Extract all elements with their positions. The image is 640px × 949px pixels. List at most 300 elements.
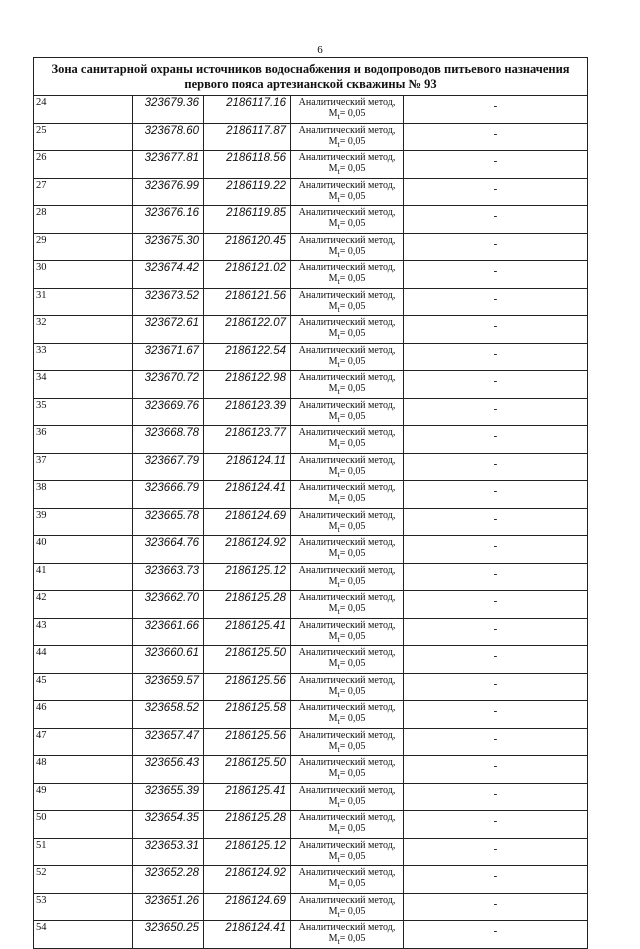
point-number: 37	[34, 453, 133, 481]
method-accuracy	[291, 521, 403, 535]
method-m-symbol: M	[328, 218, 338, 229]
table-row	[34, 893, 588, 921]
method-m-symbol: M	[328, 135, 338, 147]
method-m-value: = 0,05	[339, 768, 366, 779]
coordinate-x: 323659.57	[133, 673, 204, 701]
table-row	[34, 673, 588, 701]
determination-method	[291, 123, 404, 151]
method-m-symbol: M	[328, 273, 338, 284]
determination-method	[291, 673, 404, 701]
method-m-value: = 0,05	[339, 905, 366, 917]
determination-method	[291, 646, 404, 674]
point-number: 45	[34, 673, 133, 701]
coordinate-y: 2186125.50	[204, 646, 291, 674]
method-label: Аналитический метод,	[298, 317, 396, 328]
method-label: Аналитический метод,	[298, 729, 396, 741]
method-label: Аналитический метод,	[298, 482, 396, 493]
method-label: Аналитический метод,	[298, 262, 396, 273]
coordinate-x: 323667.79	[133, 453, 204, 481]
table-row	[34, 96, 588, 124]
error-cell: -	[404, 206, 588, 234]
page-number: 6	[317, 44, 323, 56]
coordinate-y: 2186119.22	[204, 178, 291, 206]
coordinates-sheet	[33, 57, 587, 949]
method-m-symbol: M	[328, 685, 338, 697]
method-accuracy	[291, 906, 403, 920]
determination-method	[291, 151, 404, 179]
coordinate-y: 2186125.50	[204, 756, 291, 784]
table-title	[34, 58, 588, 96]
method-accuracy	[291, 246, 403, 260]
coordinate-x: 323671.67	[133, 343, 204, 371]
method-m-subscript: t	[337, 717, 340, 726]
method-m-symbol: M	[328, 355, 338, 367]
coordinate-x: 323657.47	[133, 728, 204, 756]
method-label: Аналитический метод,	[298, 702, 396, 713]
determination-method	[291, 536, 404, 564]
method-accuracy	[291, 768, 403, 782]
table-row	[34, 206, 588, 234]
method-label: Аналитический метод,	[298, 427, 396, 438]
determination-method	[291, 426, 404, 454]
determination-method	[291, 618, 404, 646]
table-row	[34, 151, 588, 179]
method-m-subscript: t	[337, 579, 340, 589]
method-accuracy	[291, 411, 403, 425]
determination-method	[291, 563, 404, 591]
method-m-subscript: t	[337, 772, 340, 781]
determination-method	[291, 178, 404, 206]
method-m-symbol: M	[328, 328, 338, 339]
determination-method	[291, 591, 404, 619]
table-row	[34, 233, 588, 261]
method-m-symbol: M	[328, 548, 338, 559]
table-row	[34, 563, 588, 591]
method-m-subscript: t	[337, 469, 340, 479]
error-cell: -	[404, 838, 588, 866]
coordinate-y: 2186124.92	[204, 866, 291, 894]
method-m-subscript: t	[337, 607, 340, 616]
method-accuracy	[291, 493, 403, 507]
method-accuracy	[291, 603, 403, 617]
error-cell: -	[404, 398, 588, 426]
coordinate-y: 2186122.98	[204, 371, 291, 399]
method-m-subscript: t	[337, 277, 340, 286]
table-row	[34, 261, 588, 289]
coordinate-y: 2186125.41	[204, 618, 291, 646]
determination-method	[291, 756, 404, 784]
error-cell: -	[404, 646, 588, 674]
table-row	[34, 783, 588, 811]
table-row	[34, 343, 588, 371]
coordinate-x: 323660.61	[133, 646, 204, 674]
method-m-value: = 0,05	[339, 190, 366, 202]
method-m-value: = 0,05	[339, 878, 366, 889]
method-m-subscript: t	[337, 332, 340, 341]
determination-method	[291, 233, 404, 261]
table-row	[34, 123, 588, 151]
coordinate-y: 2186117.16	[204, 96, 291, 124]
method-m-symbol: M	[328, 163, 338, 174]
method-accuracy	[291, 356, 403, 370]
method-label: Аналитический метод,	[298, 97, 396, 108]
method-m-value: = 0,05	[339, 713, 366, 724]
method-m-value: = 0,05	[339, 685, 366, 697]
method-m-symbol: M	[328, 410, 338, 422]
point-number: 30	[34, 261, 133, 289]
point-number: 39	[34, 508, 133, 536]
method-label: Аналитический метод,	[298, 207, 396, 218]
method-m-subscript: t	[337, 167, 340, 176]
method-m-subscript: t	[337, 909, 340, 919]
method-accuracy	[291, 658, 403, 672]
point-number: 24	[34, 96, 133, 124]
table-row	[34, 426, 588, 454]
determination-method	[291, 371, 404, 399]
method-m-value: = 0,05	[339, 575, 366, 587]
method-label: Аналитический метод,	[298, 344, 396, 356]
coordinate-x: 323665.78	[133, 508, 204, 536]
table-row	[34, 453, 588, 481]
point-number: 25	[34, 123, 133, 151]
point-number: 54	[34, 921, 133, 949]
error-cell: -	[404, 151, 588, 179]
coordinate-x: 323651.26	[133, 893, 204, 921]
coordinate-y: 2186124.41	[204, 921, 291, 949]
method-m-value: = 0,05	[339, 630, 366, 642]
error-cell: -	[404, 591, 588, 619]
table-row	[34, 921, 588, 949]
error-cell: -	[404, 453, 588, 481]
method-accuracy	[291, 741, 403, 755]
method-m-subscript: t	[337, 414, 340, 424]
coordinate-x: 323672.61	[133, 316, 204, 344]
method-accuracy	[291, 713, 403, 727]
method-accuracy	[291, 631, 403, 645]
method-m-value: = 0,05	[339, 548, 366, 559]
method-m-symbol: M	[328, 300, 338, 312]
determination-method	[291, 343, 404, 371]
method-accuracy	[291, 686, 403, 700]
point-number: 53	[34, 893, 133, 921]
method-m-subscript: t	[337, 304, 340, 314]
method-label: Аналитический метод,	[298, 234, 396, 246]
method-m-symbol: M	[328, 190, 338, 202]
method-label: Аналитический метод,	[298, 372, 396, 383]
error-cell: -	[404, 96, 588, 124]
method-label: Аналитический метод,	[298, 922, 396, 933]
method-accuracy	[291, 273, 403, 287]
coordinate-y: 2186125.56	[204, 728, 291, 756]
coordinate-x: 323664.76	[133, 536, 204, 564]
table-row	[34, 398, 588, 426]
coordinate-y: 2186124.69	[204, 508, 291, 536]
error-cell: -	[404, 481, 588, 509]
error-cell: -	[404, 783, 588, 811]
point-number: 32	[34, 316, 133, 344]
method-m-subscript: t	[337, 662, 340, 671]
method-accuracy	[291, 576, 403, 590]
method-accuracy	[291, 851, 403, 865]
method-m-symbol: M	[328, 465, 338, 477]
method-m-symbol: M	[328, 575, 338, 587]
determination-method	[291, 811, 404, 839]
method-m-value: = 0,05	[339, 520, 366, 532]
method-m-subscript: t	[337, 827, 340, 836]
method-m-value: = 0,05	[339, 603, 366, 614]
method-accuracy	[291, 878, 403, 892]
error-cell: -	[404, 618, 588, 646]
coordinate-x: 323662.70	[133, 591, 204, 619]
method-m-value: = 0,05	[339, 493, 366, 504]
coordinate-x: 323663.73	[133, 563, 204, 591]
method-label: Аналитический метод,	[298, 839, 396, 851]
coordinate-x: 323655.39	[133, 783, 204, 811]
table-row	[34, 756, 588, 784]
table-row	[34, 481, 588, 509]
coordinate-y: 2186120.45	[204, 233, 291, 261]
coordinate-y: 2186117.87	[204, 123, 291, 151]
error-cell: -	[404, 728, 588, 756]
method-accuracy	[291, 438, 403, 452]
method-m-value: = 0,05	[339, 300, 366, 312]
coordinate-y: 2186123.39	[204, 398, 291, 426]
point-number: 44	[34, 646, 133, 674]
method-m-subscript: t	[337, 854, 340, 864]
method-m-symbol: M	[328, 630, 338, 642]
method-m-value: = 0,05	[339, 383, 366, 394]
method-m-value: = 0,05	[339, 795, 366, 807]
coordinate-y: 2186125.58	[204, 701, 291, 729]
method-m-value: = 0,05	[339, 658, 366, 669]
point-number: 38	[34, 481, 133, 509]
method-accuracy	[291, 796, 403, 810]
method-m-subscript: t	[337, 552, 340, 561]
point-number: 48	[34, 756, 133, 784]
method-accuracy	[291, 466, 403, 480]
table-row	[34, 316, 588, 344]
coordinate-y: 2186124.11	[204, 453, 291, 481]
error-cell: -	[404, 123, 588, 151]
method-m-value: = 0,05	[339, 108, 366, 119]
method-accuracy	[291, 136, 403, 150]
coordinate-y: 2186125.12	[204, 838, 291, 866]
coordinate-x: 323676.16	[133, 206, 204, 234]
table-row	[34, 701, 588, 729]
method-m-subscript: t	[337, 139, 340, 149]
determination-method	[291, 921, 404, 949]
method-m-symbol: M	[328, 850, 338, 862]
method-label: Аналитический метод,	[298, 537, 396, 548]
point-number: 31	[34, 288, 133, 316]
coordinate-x: 323653.31	[133, 838, 204, 866]
determination-method	[291, 398, 404, 426]
determination-method	[291, 783, 404, 811]
coordinate-y: 2186118.56	[204, 151, 291, 179]
error-cell: -	[404, 756, 588, 784]
method-m-subscript: t	[337, 112, 340, 121]
table-row	[34, 371, 588, 399]
point-number: 26	[34, 151, 133, 179]
method-m-subscript: t	[337, 882, 340, 891]
coordinate-y: 2186125.12	[204, 563, 291, 591]
determination-method	[291, 206, 404, 234]
point-number: 28	[34, 206, 133, 234]
method-m-value: = 0,05	[339, 273, 366, 284]
method-accuracy	[291, 823, 403, 837]
method-label: Аналитический метод,	[298, 812, 396, 823]
error-cell: -	[404, 343, 588, 371]
method-accuracy	[291, 108, 403, 122]
method-m-value: = 0,05	[339, 823, 366, 834]
method-m-value: = 0,05	[339, 438, 366, 449]
method-m-subscript: t	[337, 359, 340, 369]
method-m-subscript: t	[337, 799, 340, 809]
method-m-subscript: t	[337, 744, 340, 754]
method-accuracy	[291, 163, 403, 177]
point-number: 29	[34, 233, 133, 261]
point-number: 41	[34, 563, 133, 591]
method-label: Аналитический метод,	[298, 592, 396, 603]
method-label: Аналитический метод,	[298, 509, 396, 521]
coordinate-x: 323661.66	[133, 618, 204, 646]
method-m-value: = 0,05	[339, 410, 366, 422]
table-row	[34, 591, 588, 619]
point-number: 34	[34, 371, 133, 399]
table-title-line-2: первого пояса артезианской скважины № 93	[184, 76, 437, 91]
method-m-symbol: M	[328, 493, 338, 504]
determination-method	[291, 893, 404, 921]
table-row	[34, 866, 588, 894]
coordinate-x: 323658.52	[133, 701, 204, 729]
coordinate-y: 2186123.77	[204, 426, 291, 454]
coordinates-table	[33, 57, 588, 949]
coordinate-x: 323675.30	[133, 233, 204, 261]
point-number: 36	[34, 426, 133, 454]
method-m-subscript: t	[337, 194, 340, 204]
error-cell: -	[404, 261, 588, 289]
coordinate-x: 323654.35	[133, 811, 204, 839]
table-row	[34, 838, 588, 866]
method-m-subscript: t	[337, 524, 340, 534]
coordinate-y: 2186125.41	[204, 783, 291, 811]
determination-method	[291, 481, 404, 509]
point-number: 52	[34, 866, 133, 894]
method-m-value: = 0,05	[339, 465, 366, 477]
method-m-value: = 0,05	[339, 328, 366, 339]
table-row	[34, 536, 588, 564]
table-row	[34, 508, 588, 536]
coordinate-y: 2186125.56	[204, 673, 291, 701]
error-cell: -	[404, 921, 588, 949]
error-cell: -	[404, 866, 588, 894]
method-accuracy	[291, 191, 403, 205]
point-number: 40	[34, 536, 133, 564]
error-cell: -	[404, 233, 588, 261]
method-accuracy	[291, 328, 403, 342]
error-cell: -	[404, 811, 588, 839]
error-cell: -	[404, 536, 588, 564]
coordinate-y: 2186124.41	[204, 481, 291, 509]
point-number: 50	[34, 811, 133, 839]
method-m-subscript: t	[337, 387, 340, 396]
method-m-value: = 0,05	[339, 245, 366, 257]
method-label: Аналитический метод,	[298, 757, 396, 768]
method-label: Аналитический метод,	[298, 399, 396, 411]
point-number: 43	[34, 618, 133, 646]
method-label: Аналитический метод,	[298, 152, 396, 163]
coordinate-x: 323670.72	[133, 371, 204, 399]
method-accuracy	[291, 383, 403, 397]
error-cell: -	[404, 701, 588, 729]
method-label: Аналитический метод,	[298, 647, 396, 658]
error-cell: -	[404, 563, 588, 591]
coordinate-x: 323673.52	[133, 288, 204, 316]
method-m-symbol: M	[328, 768, 338, 779]
coordinate-y: 2186125.28	[204, 591, 291, 619]
point-number: 51	[34, 838, 133, 866]
coordinate-y: 2186125.28	[204, 811, 291, 839]
table-row	[34, 728, 588, 756]
method-label: Аналитический метод,	[298, 784, 396, 796]
method-m-symbol: M	[328, 740, 338, 752]
method-label: Аналитический метод,	[298, 179, 396, 191]
method-m-symbol: M	[328, 713, 338, 724]
method-m-symbol: M	[328, 905, 338, 917]
error-cell: -	[404, 893, 588, 921]
coordinate-x: 323652.28	[133, 866, 204, 894]
coordinate-x: 323679.36	[133, 96, 204, 124]
method-m-symbol: M	[328, 933, 338, 944]
table-row	[34, 646, 588, 674]
method-m-value: = 0,05	[339, 740, 366, 752]
method-m-value: = 0,05	[339, 933, 366, 944]
error-cell: -	[404, 673, 588, 701]
method-label: Аналитический метод,	[298, 454, 396, 466]
method-m-value: = 0,05	[339, 355, 366, 367]
method-m-subscript: t	[337, 249, 340, 259]
point-number: 35	[34, 398, 133, 426]
method-label: Аналитический метод,	[298, 289, 396, 301]
method-m-symbol: M	[328, 878, 338, 889]
coordinate-x: 323677.81	[133, 151, 204, 179]
determination-method	[291, 866, 404, 894]
method-label: Аналитический метод,	[298, 674, 396, 686]
coordinate-x: 323678.60	[133, 123, 204, 151]
coordinate-y: 2186121.02	[204, 261, 291, 289]
method-label: Аналитический метод,	[298, 124, 396, 136]
method-m-symbol: M	[328, 245, 338, 257]
method-label: Аналитический метод,	[298, 564, 396, 576]
method-m-symbol: M	[328, 795, 338, 807]
method-accuracy	[291, 301, 403, 315]
table-row	[34, 811, 588, 839]
coordinate-x: 323669.76	[133, 398, 204, 426]
determination-method	[291, 288, 404, 316]
coordinate-x: 323676.99	[133, 178, 204, 206]
determination-method	[291, 701, 404, 729]
table-title-line-1: Зона санитарной охраны источников водоснабжения и водопроводов питьевого назначения	[51, 61, 570, 76]
method-accuracy	[291, 218, 403, 232]
point-number: 47	[34, 728, 133, 756]
determination-method	[291, 728, 404, 756]
method-m-value: = 0,05	[339, 218, 366, 229]
coordinate-x: 323650.25	[133, 921, 204, 949]
method-m-value: = 0,05	[339, 163, 366, 174]
error-cell: -	[404, 178, 588, 206]
method-m-subscript: t	[337, 937, 340, 946]
point-number: 42	[34, 591, 133, 619]
